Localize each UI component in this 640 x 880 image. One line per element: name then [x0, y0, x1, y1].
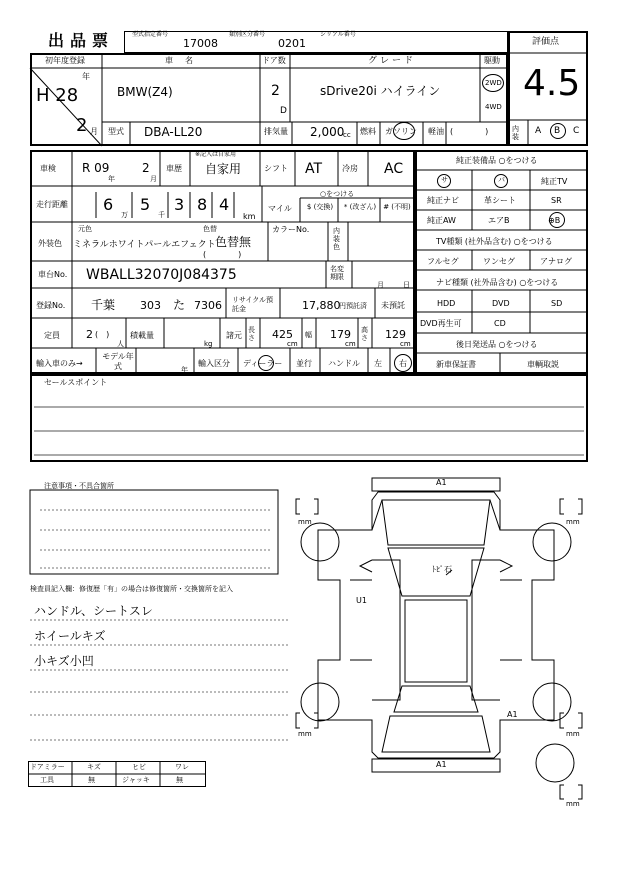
navi-opt-cd: CD	[494, 319, 506, 328]
color-label: 外装色	[38, 239, 62, 248]
eq-row1-c: 純正TV	[541, 177, 568, 186]
height-value: 129	[385, 328, 406, 341]
import-parallel: 並行	[296, 359, 312, 368]
odo-opt-exchange: $ (交換)	[306, 203, 334, 211]
navi-opt-hdd: HDD	[437, 299, 456, 308]
form-title: 出品票	[48, 31, 115, 50]
repaint-value: 色替無	[215, 235, 252, 249]
legend-header-2: キズ	[87, 763, 101, 771]
color-no-label: カラーNo.	[272, 225, 310, 234]
odo-opt-tampered: * (改ざん)	[343, 203, 377, 211]
eq-row1-b: パ	[498, 176, 505, 184]
height-label: 高さ	[361, 326, 368, 342]
vehicle-use-label: 車歴	[166, 164, 182, 173]
displacement-label: 排気量	[264, 127, 288, 136]
inspection-month-unit: 月	[150, 175, 157, 183]
width-value: 179	[330, 328, 351, 341]
eq-row3-b: エアB	[488, 216, 510, 225]
load-unit: kg	[204, 340, 213, 348]
tv-opt-analog: アナログ	[540, 257, 572, 266]
model-year-label: モデル年式	[102, 352, 134, 371]
mm-label-1: mm	[298, 518, 312, 526]
grade-value: sDrive20i ハイライン	[320, 84, 441, 98]
import-only-label: 輸入車のみ→	[36, 359, 83, 368]
handle-label: ハンドル	[328, 359, 360, 368]
mileage-digit-5: 4	[219, 195, 230, 214]
drive-4wd: 4WD	[485, 103, 502, 111]
recycle-amount: 17,880	[302, 299, 341, 312]
reg-kana: た	[173, 298, 186, 312]
eq-row2-b: 革シート	[484, 196, 516, 205]
diagram-rear-side-mark: A1	[507, 710, 518, 719]
inspection-month: 2	[142, 161, 150, 175]
odo-opt-unknown: # (不明)	[383, 203, 411, 211]
tv-label: TV種類 (社外品含む) ○をつける	[436, 237, 553, 246]
reg-pref: 千葉	[91, 298, 116, 312]
reg-num: 7306	[194, 299, 222, 312]
inspection-label: 車検	[40, 164, 56, 173]
legend-header-1: ドアミラー	[30, 763, 65, 771]
displacement-value: 2,000	[310, 125, 345, 139]
model-label: 型式	[108, 127, 124, 136]
capacity-label: 定員	[44, 331, 60, 340]
type-no-value: 17008	[183, 37, 218, 50]
fuel-gasoline: ガソリン	[385, 127, 417, 136]
eq-row3-a: 純正AW	[427, 216, 456, 225]
mileage-digit-4: 8	[197, 195, 208, 214]
sales-point-label: セールスポイント	[44, 378, 108, 387]
doors-suffix: D	[280, 106, 287, 116]
chassis-label: 車台No.	[38, 270, 68, 279]
repaint-paren: ( )	[203, 250, 242, 259]
dims-label: 諸元	[226, 331, 242, 340]
inspector-label: 検査員記入欄：修復歴「有」の場合は修復箇所・交換箇所を記入	[30, 585, 233, 593]
navi-opt-sd: SD	[551, 299, 563, 308]
navi-label: ナビ種類 (社外品含む) ○をつける	[436, 278, 559, 287]
mileage-unit-sen: 千	[158, 211, 165, 219]
mm-label-4: mm	[566, 730, 580, 738]
legend-header-4: ワレ	[175, 763, 189, 771]
interior-grade-c: C	[573, 126, 580, 136]
first-reg-label: 初年度登録	[45, 56, 85, 65]
cooler-label: 冷房	[342, 164, 358, 173]
legend-value-1: 工具	[40, 776, 54, 784]
legend-header-3: ヒビ	[132, 763, 146, 771]
first-reg-era: H 28	[36, 85, 79, 106]
serial-label: シリアル番号	[320, 31, 356, 38]
mileage-unit-km: km	[243, 212, 256, 221]
import-dealer: ディーラー	[243, 359, 283, 368]
handle-right: 右	[399, 359, 407, 368]
recycle-label: リサイクル預託金	[232, 296, 274, 313]
mm-label-5: mm	[566, 800, 580, 808]
shift-value: AT	[305, 161, 323, 177]
recycle-unpaid: 未預託	[381, 301, 405, 310]
eq-row1-a: サ	[441, 176, 448, 184]
class-no-label: 類別区分番号	[229, 31, 266, 38]
drive-2wd: 2WD	[485, 79, 502, 87]
diagram-rear-mark: A1	[436, 760, 447, 769]
car-name-label: 車 名	[165, 56, 195, 65]
diagram-side-mark: U1	[356, 596, 367, 605]
original-color-label: 元色	[78, 225, 92, 233]
first-reg-month-unit: 月	[90, 127, 98, 136]
handle-left: 左	[374, 359, 382, 368]
navi-opt-dvd: DVD	[492, 299, 510, 308]
eq-row2-a: 純正ナビ	[427, 196, 459, 205]
diagram-windshield-mark: ﾄﾋﾟ石	[432, 565, 452, 574]
eq-row3-c: ⊕B	[548, 216, 561, 225]
mm-label-3: mm	[298, 730, 312, 738]
displacement-unit: cc	[343, 131, 351, 139]
mileage-digit-3: 3	[174, 195, 185, 214]
mm-label-2: mm	[566, 518, 580, 526]
car-name-value: BMW(Z4)	[117, 85, 173, 99]
legend-value-4: 無	[176, 776, 183, 784]
eq-row2-c: SR	[551, 196, 562, 205]
legend-value-2: 無	[88, 776, 95, 784]
model-year-unit: 年	[181, 366, 188, 374]
name-change-day: 日	[403, 281, 410, 289]
reg-class: 303	[140, 299, 161, 312]
original-color-value: ミネラルホワイトパールエフェクト	[73, 240, 216, 250]
interior-label: 内装	[512, 125, 519, 141]
name-change-month: 月	[377, 281, 384, 289]
first-reg-month: 2	[76, 115, 88, 136]
fuel-diesel: 軽油	[428, 127, 444, 136]
capacity-unit: 人	[117, 340, 124, 348]
inspection-era: R 09	[82, 161, 110, 175]
caution-label: 注意事項・不具合箇所	[44, 482, 114, 490]
chassis-value: WBALL32070J084375	[86, 267, 237, 283]
navi-opt-dvdplay: DVD再生可	[420, 319, 462, 328]
vehicle-use-value: 自家用	[205, 162, 242, 176]
width-label: 幅	[305, 331, 312, 339]
doors-value: 2	[271, 83, 280, 99]
send-opt-manual: 車輌取説	[527, 360, 559, 369]
score-value: 4.5	[523, 63, 581, 104]
class-no-value: 0201	[278, 37, 306, 50]
fuel-paren: ( )	[450, 127, 489, 136]
capacity-value: 2	[86, 328, 93, 341]
capacity-paren: ( )	[95, 330, 110, 339]
width-unit: cm	[345, 340, 356, 348]
interior-grade-b: B	[554, 126, 561, 136]
shift-label: シフト	[264, 164, 288, 173]
tv-opt-one: ワンセグ	[483, 257, 515, 266]
length-unit: cm	[287, 340, 298, 348]
mileage-label: 走行距離	[36, 200, 68, 209]
interior-color-label: 内装色	[333, 227, 340, 251]
note-line-1: ハンドル、シートスレ	[34, 604, 153, 618]
drive-label: 駆動	[484, 56, 500, 65]
score-label: 評価点	[532, 37, 560, 47]
fuel-label: 燃料	[360, 127, 376, 136]
diagram-front-mark: A1	[436, 478, 447, 487]
recycle-status: 円預託済	[339, 302, 367, 310]
load-label: 積載量	[130, 331, 154, 340]
name-change-label: 名変期限	[330, 265, 344, 281]
odo-circle-note: ○をつける	[320, 190, 355, 198]
model-value: DBA-LL20	[144, 125, 203, 139]
send-label: 後日発送品 ○をつける	[456, 340, 538, 349]
mileage-digit-2: 5	[140, 195, 151, 214]
tv-opt-full: フルセグ	[427, 257, 459, 266]
first-reg-year-unit: 年	[82, 72, 90, 81]
note-line-3: 小キズ小凹	[34, 654, 94, 668]
repaint-label: 色替	[203, 225, 217, 233]
doors-label: ドア数	[262, 56, 286, 65]
mileage-unit-man: 万	[121, 211, 128, 219]
cooler-value: AC	[384, 161, 404, 177]
mileage-digit-1: 6	[103, 195, 114, 214]
reg-label: 登録No.	[36, 301, 66, 310]
length-value: 425	[272, 328, 293, 341]
height-unit: cm	[400, 340, 411, 348]
interior-grade-a: A	[535, 126, 542, 136]
type-no-label: 型式指定番号	[132, 31, 169, 38]
genuine-label: 純正装備品 ○をつける	[456, 156, 538, 165]
mile-label: マイル	[268, 204, 292, 213]
inspection-year-unit: 年	[108, 175, 115, 183]
import-class-label: 輸入区分	[198, 359, 230, 368]
note-line-2: ホイールキズ	[34, 629, 106, 643]
grade-label: グレード	[368, 56, 417, 66]
vehicle-use-note: ※記入は自家用	[195, 151, 237, 158]
send-opt-warranty: 新車保証書	[436, 360, 476, 369]
length-label: 長さ	[248, 326, 255, 342]
legend-value-3: ジャッキ	[122, 776, 150, 784]
